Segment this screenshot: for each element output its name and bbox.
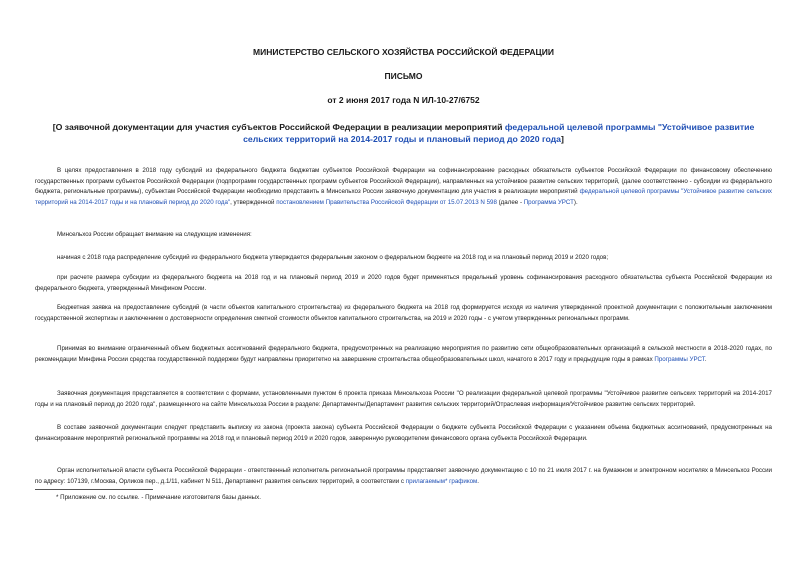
- p1-text-a: В целях предоставления в 2018 году субсидий из федерального бюджета бюджетам субъектов Российской Федерации на софинансирование расходных обязательств субъектов Российской Федерации по финансовому обеспечению государственных программ субъектов Российской Федерации (подпрограмм государственных программ субъектов Российской Федерации), направленных на устойчивое развитие сельских территорий, (далее соответственно - субсидии из федерального бюджета, региональные программы), субъектам Российской Федерации необходимо представить в Минсельхоз России заявочную документацию для участия в реализации мероприятий: [35, 167, 772, 196]
- p9-text-a: Орган исполнительной власти субъекта Российской Федерации - ответственный исполнитель региональной программы представляет заявочную документацию с 10 по 21 июля 2017 г. на бумажном и электронном носителях в Минсельхоз России по адресу: 107139, г.Москва, Орликов пер., д.1/11, кабинет N 511, Департамент развития сельских территорий, в соответствии с: [35, 467, 772, 485]
- p1-text-b: , утвержденной: [230, 198, 277, 206]
- paragraph-submission: [35, 466, 772, 487]
- government-resolution-link[interactable]: постановлением Правительства Российской Федерации от 15.07.2013 N 598: [276, 198, 497, 206]
- title-text-start: [О заявочной документации для участия субъектов Российской Федерации в реализации мероприятий: [52, 122, 505, 132]
- schedule-link[interactable]: прилагаемым* графиком: [405, 477, 478, 485]
- document-date-number: от 2 июня 2017 года N ИЛ-10-27/6752: [327, 95, 480, 105]
- ursp-program-link[interactable]: Программа УРСТ: [523, 198, 574, 206]
- paragraph-distribution: начиная с 2018 года распределение субсидий из федерального бюджета утверждается федеральным законом о федеральном бюджете на 2018 год и на плановый период 2019 и 2020 годов;: [57, 254, 609, 262]
- p1-text-c: (далее -: [496, 198, 524, 206]
- paragraph-schools: [35, 344, 772, 365]
- p6-text-b: .: [704, 355, 707, 363]
- document-title: [40, 121, 767, 145]
- paragraph-budget-request: Бюджетная заявка на предоставление субсидий (в части объектов капитального строительства) из федерального бюджета на 2018 год формируется исходя из наличия утвержденной проектной документации с положительным заключением государственной экспертизы и заключением о достоверности определения сметной стоимости объектов капитального строительства, на 2019 и 2020 годы - с учетом утвержденных региональных программ.: [35, 304, 772, 322]
- paragraph-forms: Заявочная документация представляется в соответствии с формами, установленными пунктом 6 проекта приказа Минсельхоза России "О реализации федеральной целевой программы "Устойчивое развитие сельских территорий на 2014-2017 годы и на плановый период до 2020 года", размещенного на сайте Минсельхоза России в разделе: Департаменты/Департамент развития сельских территорий/Отраслевая информация/Устойчивое развитие сельских территорий.: [35, 390, 772, 408]
- paragraph-cofinancing: при расчете размера субсидии из федерального бюджета на 2018 год и на плановый период 2019 и 2020 годов будет применяться предельный уровень софинансирования расходного обязательства субъекта Российской Федерации из федерального бюджета, утвержденный Минфином России.: [35, 274, 772, 292]
- paragraph-budget-extract: В составе заявочной документации следует представить выписку из закона (проекта закона) субъекта Российской Федерации о бюджете субъекта Российской Федерации с указанием объема бюджетных ассигнований, предусмотренных на финансирование мероприятий региональной программы на 2018 год и плановый период 2019 и 2020 годов, заверенную руководителем финансового органа субъекта Российской Федерации.: [35, 424, 772, 442]
- footnote: * Приложение см. по ссылке. - Примечание изготовителя базы данных.: [56, 494, 261, 501]
- paragraph-subsidies-purpose: [35, 166, 772, 208]
- title-text-end: ]: [561, 134, 564, 144]
- p9-text-b: .: [477, 477, 480, 485]
- document-type: ПИСЬМО: [384, 71, 423, 81]
- ursp-program-link-2[interactable]: Программы УРСТ: [654, 355, 705, 363]
- p1-text-d: ).: [573, 198, 578, 206]
- program-title-link[interactable]: федеральной целевой программы "Устойчивое развитие сельских территорий на 2014-2017 годы и плановый период до 2020 года: [243, 122, 755, 144]
- p6-text-a: Принимая во внимание ограниченный объем бюджетных ассигнований федерального бюджета, предусмотренных на реализацию мероприятия по развитию сети общеобразовательных организаций в сельской местности в 2018-2020 годах, по рекомендации Минфина России средства государственной поддержки будут направлены приоритетно на завершение строительства общеобразовательных школ, начатого в 2017 году и предыдущие годы в рамках: [35, 345, 772, 363]
- footnote-separator: [35, 489, 153, 490]
- paragraph-attention: Минсельхоз России обращает внимание на следующие изменения:: [57, 231, 252, 239]
- ministry-name: МИНИСТЕРСТВО СЕЛЬСКОГО ХОЗЯЙСТВА РОССИЙСКОЙ ФЕДЕРАЦИИ: [253, 47, 554, 57]
- program-link[interactable]: федеральной целевой программы "Устойчивое развитие сельских территорий на 2014-2017 годы и на плановый период до 2020 года": [35, 188, 772, 206]
